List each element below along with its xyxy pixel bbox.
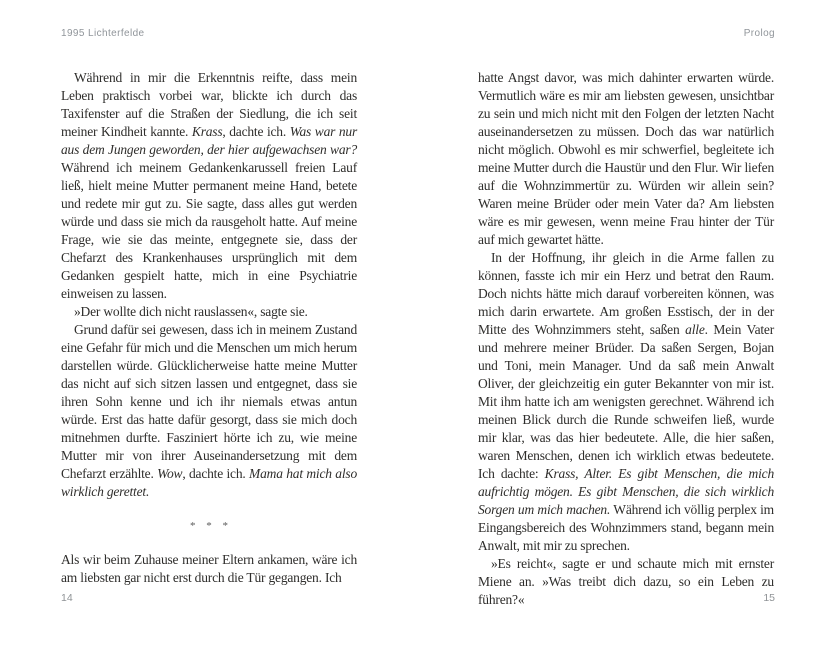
body-paragraph xyxy=(61,303,357,321)
text-run: hatte Angst davor, was mich dahinter erwarten würde. Vermutlich wäre es mir am liebsten gewesen, unsichtbar zu sein und mich nicht mit den Folgen der letzten Nacht auseinandersetzen zu müssen. Doch das war natürlich nicht möglich. Obwohl es mir schwerfiel, begleitete ich meine Mutter durch die Haustür und den Flur. Wir liefen auf die Wohnzimmertür zu. Würden wir allein sein? Waren meine Brüder oder mein Vater da? Am liebsten wäre es mir gewesen, wenn meine Frau hinter der Tür auf mich gewartet hätte. xyxy=(478,70,774,247)
body-paragraph xyxy=(478,555,774,609)
running-header-right: Prolog xyxy=(743,28,775,39)
text-run: Während ich völlig perplex im Eingangsbereich des Wohnzimmers stand, begann mein Anwalt, mit mir zu sprechen. xyxy=(478,502,774,553)
text-run: »Der wollte dich nicht rauslassen«, sagte sie. xyxy=(74,304,308,319)
page-number-right: 15 xyxy=(763,592,775,604)
text-run: Als wir beim Zuhause meiner Eltern ankamen, wäre ich am liebsten gar nicht erst durch die Tür gegangen. Ich xyxy=(61,552,357,585)
running-header-left: 1995 Lichterfelde xyxy=(61,28,145,39)
text-run: »Es reicht«, sagte er und schaute mich mit ernster Miene an. »Was treibt dich dazu, so ein Leben zu führen?« xyxy=(478,556,774,607)
body-paragraph xyxy=(61,551,357,587)
text-run: , dachte ich. xyxy=(222,124,290,139)
body-paragraph xyxy=(478,69,774,249)
body-paragraph xyxy=(61,69,357,303)
section-break-asterisks: * * * xyxy=(190,520,232,532)
italic-text-run: Was war nur aus dem Jungen geworden, der hier aufgewachsen war? xyxy=(61,124,357,157)
italic-text-run: Mama hat mich also wirklich gerettet. xyxy=(61,466,357,499)
italic-text-run: alle xyxy=(685,322,705,337)
text-run: Während ich meinem Gedankenkarussell freien Lauf ließ, hielt meine Mutter permanent meine Hand, betete und redete mir gut zu. Sie sagte, dass alles gut werden würde und dass sie mich da rausgeholt hatte. Auf meine Frage, wie sie das meinte, entgegnete sie, dass der Chefarzt des Krankenhauses ursprünglich mit dem Gedanken gespielt hatte, mich in eine Psychiatrie einweisen zu lassen. xyxy=(61,160,357,301)
page-right-text-column xyxy=(478,69,774,609)
page-left-text-column xyxy=(61,69,357,587)
body-paragraph xyxy=(61,321,357,501)
body-paragraph xyxy=(478,249,774,555)
text-run: Während in mir die Erkenntnis reifte, dass mein Leben praktisch vorbei war, blickte ich durch das Taxifenster auf die Straßen der Siedlung, die ich seit meiner Kindheit kannte. xyxy=(61,70,357,139)
italic-text-run: Krass xyxy=(191,124,223,139)
italic-text-run: Wow xyxy=(157,466,183,481)
text-run: In der Hoffnung, ihr gleich in die Arme fallen zu können, fasste ich mir ein Herz und betrat den Raum. Doch nichts hätte mich darauf vorbereiten können, was mich darin erwartete. Am großen Esstisch, der in der Mitte des Wohnzimmers steht, saßen xyxy=(478,250,774,337)
page-number-left: 14 xyxy=(61,592,73,604)
text-run: . Mein Vater und mehrere meiner Brüder. Da saßen Sergen, Bojan und Toni, mein Manager. Und da saß mein Anwalt Oliver, der gleichzeitig ein guter Bekannter von mir ist. Mit ihm hatte ich am wenigsten gerechnet. Während ich meinen Blick durch die Runde schweifen ließ, wurde mir klar, was das hier bedeutete. Alle, die hier saßen, waren Menschen, denen ich wirklich etwas bedeutete. Ich dachte: xyxy=(478,322,774,481)
italic-text-run: Krass, Alter. Es gibt Menschen, die mich aufrichtig mögen. Es gibt Menschen, die sich wirklich Sorgen um mich machen. xyxy=(478,466,774,517)
text-run: , dachte ich. xyxy=(182,466,250,481)
text-run: Grund dafür sei gewesen, dass ich in meinem Zustand eine Gefahr für mich und die Menschen um mich herum darstellen würde. Glücklicherweise hatte meine Mutter das nicht auf sich sitzen lassen und entgegnet, dass sie ihren Sohn kenne und ich ihr niemals etwas antun würde. Erst das hatte dafür gesorgt, dass sie mich doch mitnehmen durfte. Fasziniert hörte ich zu, wie meine Mutter mir von ihrer Auseinandersetzung mit dem Chefarzt erzählte. xyxy=(61,322,357,481)
